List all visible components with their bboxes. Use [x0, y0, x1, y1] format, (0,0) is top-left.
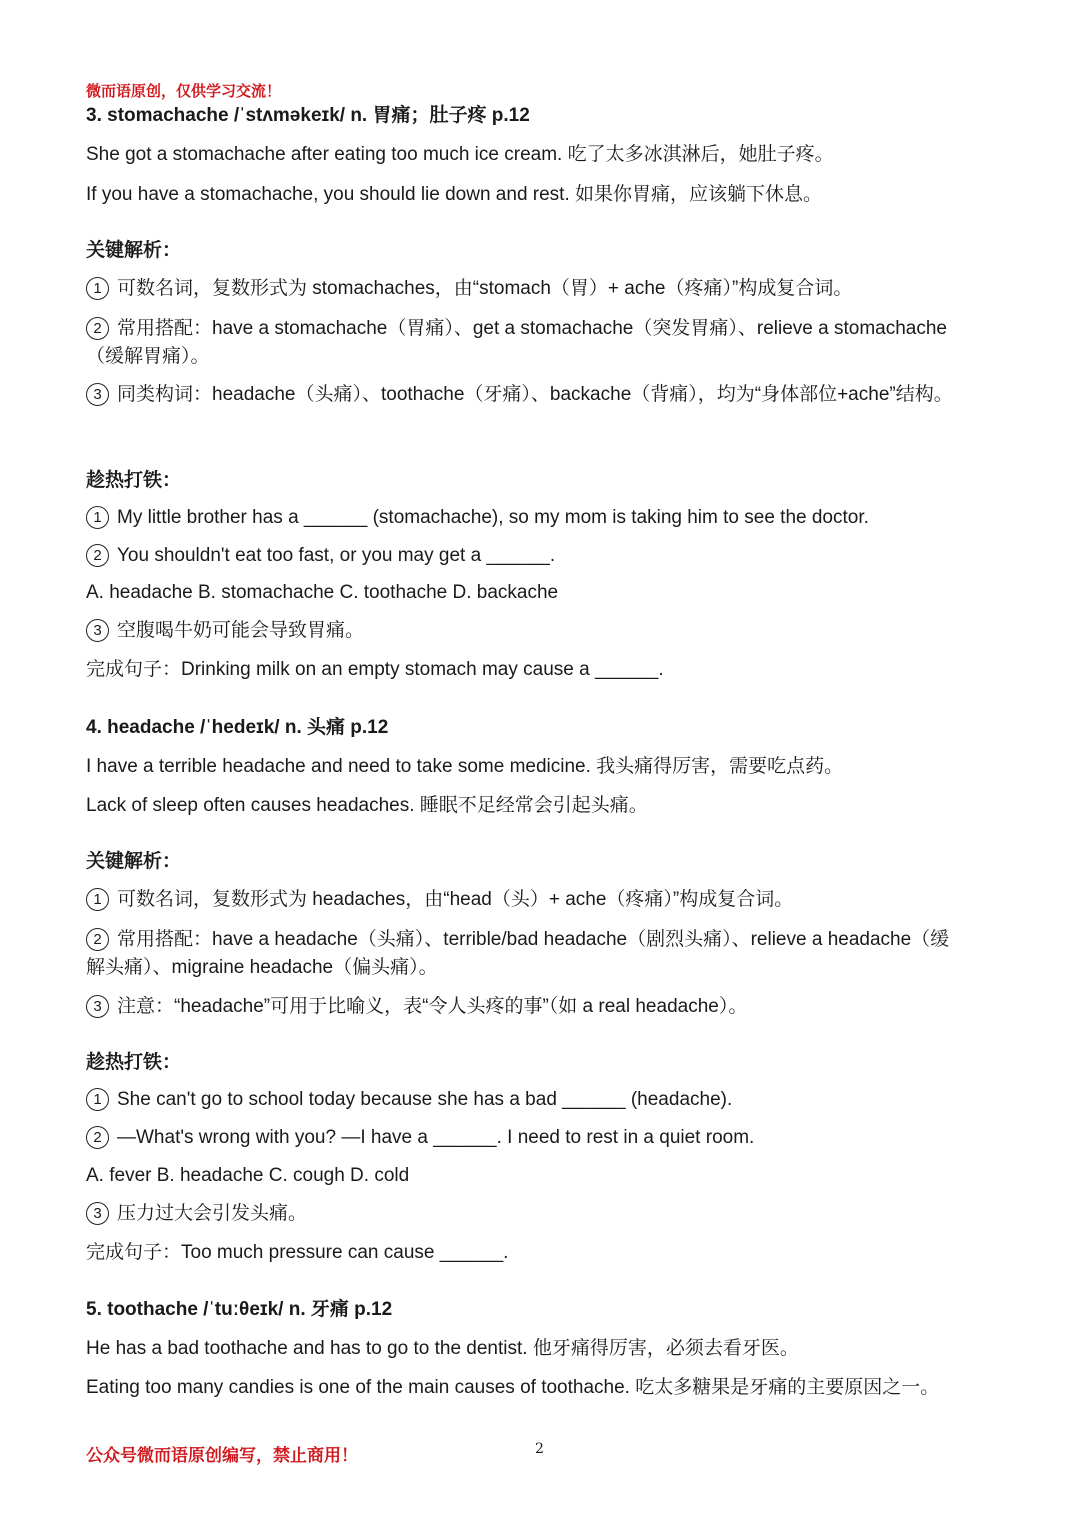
practice-item	[86, 542, 966, 570]
analysis-item	[86, 993, 966, 1021]
analysis-item	[86, 381, 966, 409]
practice-item	[86, 1199, 966, 1228]
practice-item	[86, 1124, 966, 1152]
analysis-text: 注意：“headache”可用于比喻义，表“令人头疼的事”（如 a real headache）。	[117, 996, 748, 1017]
analysis-heading: 关键解析：	[86, 850, 182, 872]
practice-completion: 完成句子：Drinking milk on an empty stomach may cause a ______.	[86, 659, 664, 680]
item-number: 1	[86, 277, 109, 300]
item-number: 3	[86, 383, 109, 406]
page-number: 2	[535, 1441, 544, 1457]
practice-completion: 完成句子：Too much pressure can cause ______.	[86, 1242, 509, 1263]
practice-text: She can't go to school today because she has a bad ______ (headache).	[117, 1089, 733, 1110]
analysis-item	[86, 886, 966, 914]
analysis-item	[86, 275, 966, 303]
watermark-bottom: 公众号微而语原创编写，禁止商用！	[86, 1446, 358, 1466]
practice-item	[86, 1086, 966, 1114]
item-number: 1	[86, 506, 109, 529]
entry-title: 5. toothache /ˈtuːθeɪk/ n. 牙痛 p.12	[86, 1299, 393, 1320]
entry-title: 4. headache /ˈhedeɪk/ n. 头痛 p.12	[86, 717, 389, 738]
practice-text: 空腹喝牛奶可能会导致胃痛。	[117, 619, 365, 641]
item-number: 1	[86, 888, 109, 911]
analysis-text: 同类构词：headache（头痛）、toothache（牙痛）、backache（背痛），均为“身体部位+ache”结构。	[117, 384, 953, 405]
analysis-text: 常用搭配：have a headache（头痛）、terrible/bad headache（剧烈头痛）、relieve a headache（缓解头痛）、migraine headache（偏头痛）。	[86, 929, 950, 978]
item-number: 2	[86, 317, 109, 340]
entry-title: 3. stomachache /ˈstʌməkeɪk/ n. 胃痛；肚子疼 p.12	[86, 105, 530, 126]
practice-text: You shouldn't eat too fast, or you may get a ______.	[117, 545, 556, 566]
analysis-text: 可数名词，复数形式为 stomachaches，由“stomach（胃）+ ache（疼痛）”构成复合词。	[117, 278, 853, 299]
practice-text: —What's wrong with you? —I have a ______. I need to rest in a quiet room.	[117, 1127, 755, 1148]
example-sentence: Eating too many candies is one of the main causes of toothache. 吃太多糖果是牙痛的主要原因之一。	[86, 1377, 940, 1398]
example-sentence: He has a bad toothache and has to go to the dentist. 他牙痛得厉害，必须去看牙医。	[86, 1338, 799, 1359]
example-sentence: She got a stomachache after eating too much ice cream. 吃了太多冰淇淋后，她肚子疼。	[86, 144, 834, 165]
practice-item	[86, 616, 966, 645]
item-number: 2	[86, 544, 109, 567]
analysis-item	[86, 315, 966, 371]
item-number: 3	[86, 1202, 109, 1225]
analysis-text: 常用搭配：have a stomachache（胃痛）、get a stomachache（突发胃痛）、relieve a stomachache（缓解胃痛）。	[86, 318, 947, 367]
practice-heading: 趁热打铁：	[86, 469, 182, 491]
analysis-item	[86, 926, 966, 982]
item-number: 2	[86, 928, 109, 951]
example-sentence: I have a terrible headache and need to take some medicine. 我头痛得厉害，需要吃点药。	[86, 756, 844, 777]
example-sentence: If you have a stomachache, you should lie down and rest. 如果你胃痛，应该躺下休息。	[86, 184, 823, 205]
practice-text: My little brother has a ______ (stomachache), so my mom is taking him to see the doctor.	[117, 507, 869, 528]
example-sentence: Lack of sleep often causes headaches. 睡眠不足经常会引起头痛。	[86, 795, 648, 816]
practice-options: A. headache B. stomachache C. toothache D. backache	[86, 582, 559, 603]
analysis-text: 可数名词，复数形式为 headaches，由“head（头）+ ache（疼痛）”构成复合词。	[117, 889, 794, 910]
practice-heading: 趁热打铁：	[86, 1051, 182, 1073]
analysis-heading: 关键解析：	[86, 239, 182, 261]
item-number: 3	[86, 619, 109, 642]
item-number: 1	[86, 1088, 109, 1111]
practice-item	[86, 504, 966, 532]
watermark-top: 微而语原创，仅供学习交流！	[86, 82, 282, 100]
practice-text: 压力过大会引发头痛。	[117, 1202, 308, 1224]
item-number: 3	[86, 995, 109, 1018]
practice-options: A. fever B. headache C. cough D. cold	[86, 1165, 410, 1186]
item-number: 2	[86, 1126, 109, 1149]
